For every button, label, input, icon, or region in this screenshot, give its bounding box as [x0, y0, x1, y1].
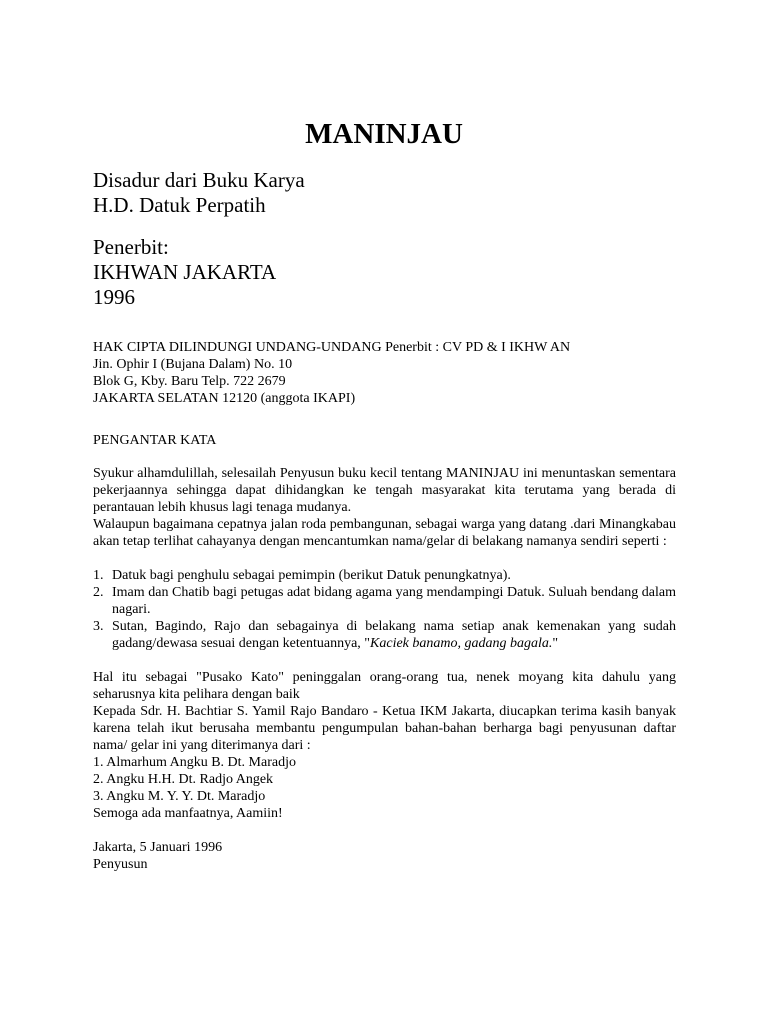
list-item-number: 3.: [93, 619, 104, 634]
list-item: [93, 618, 676, 652]
thanks-item: 3. Angku M. Y. Y. Dt. Maradjo: [93, 789, 266, 804]
closing-line: Semoga ada manfaatnya, Aamiin!: [93, 806, 283, 821]
foreword-paragraph-2: Walaupun bagaimana cepatnya jalan roda pembangunan, sebagai warga yang datang .dari Minangkabau akan tetap terlihat cahayanya dengan mencantumkan nama/gelar di belakang namanya sendiri seperti :: [93, 517, 676, 549]
foreword-paragraph-4: Kepada Sdr. H. Bachtiar S. Yamil Rajo Bandaro - Ketua IKM Jakarta, diucapkan terima kasih banyak karena telah ikut berusaha membantu pengumpulan bahan-bahan berharga bagi penyusunan daftar nama/ gelar ini yang diterimanya dari :: [93, 704, 676, 753]
list-item-text: Imam dan Chatib bagi petugas adat bidang agama yang mendampingi Datuk. Suluah bendang dalam nagari.: [112, 585, 676, 617]
proverb-text: Kaciek banamo, gadang bagala.: [370, 636, 553, 651]
list-item-number: 2.: [93, 585, 104, 600]
source-line-2: H.D. Datuk Perpatih: [93, 193, 266, 217]
thanks-item: 1. Almarhum Angku B. Dt. Maradjo: [93, 755, 296, 770]
proverb-close-quote: ": [552, 636, 559, 651]
place-date: Jakarta, 5 Januari 1996: [93, 840, 223, 855]
foreword-paragraph-1: Syukur alhamdulillah, selesailah Penyusun buku kecil tentang MANINJAU ini menuntaskan sementara pekerjaannya sehingga dapat dihidangkan ke tengah masyarakat kita terutama yang berada di perantauan lebih khusus lagi tenaga mudanya.: [93, 466, 676, 515]
list-item-number: 1.: [93, 568, 104, 583]
thanks-item: 2. Angku H.H. Dt. Radjo Angek: [93, 772, 274, 787]
foreword-heading: PENGANTAR KATA: [93, 433, 217, 448]
publisher-block: [93, 235, 276, 310]
list-item-text: Datuk bagi penghulu sebagai pemimpin (berikut Datuk penungkatnya).: [112, 568, 511, 583]
thanks-list: [93, 754, 676, 822]
signature-label: Penyusun: [93, 857, 148, 872]
copyright-line-3: Blok G, Kby. Baru Telp. 722 2679: [93, 374, 286, 389]
title-list: [93, 567, 676, 652]
copyright-line-4: JAKARTA SELATAN 12120 (anggota IKAPI): [93, 391, 356, 406]
foreword-paragraph-3: Hal itu sebagai "Pusako Kato" peninggalan orang-orang tua, nenek moyang kita dahulu yang seharusnya kita pelihara dengan baik: [93, 670, 676, 702]
list-item: [93, 567, 676, 584]
copyright-block: [93, 339, 676, 407]
copyright-line-1: HAK CIPTA DILINDUNGI UNDANG-UNDANG Penerbit : CV PD & I IKHW AN: [93, 340, 571, 355]
publisher-label: Penerbit:: [93, 235, 169, 259]
copyright-line-2: Jin. Ophir I (Bujana Dalam) No. 10: [93, 357, 293, 372]
source-block: [93, 168, 305, 218]
publisher-year: 1996: [93, 285, 135, 309]
list-item: [93, 584, 676, 618]
list-item-text: Sutan, Bagindo, Rajo dan sebagainya di belakang nama setiap anak kemenakan yang sudah gadang/dewasa sesuai dengan ketentuannya, ": [112, 619, 676, 651]
signature-block: [93, 839, 676, 873]
source-line-1: Disadur dari Buku Karya: [93, 168, 305, 192]
page-title: MANINJAU: [305, 118, 463, 150]
publisher-name: IKHWAN JAKARTA: [93, 260, 277, 284]
